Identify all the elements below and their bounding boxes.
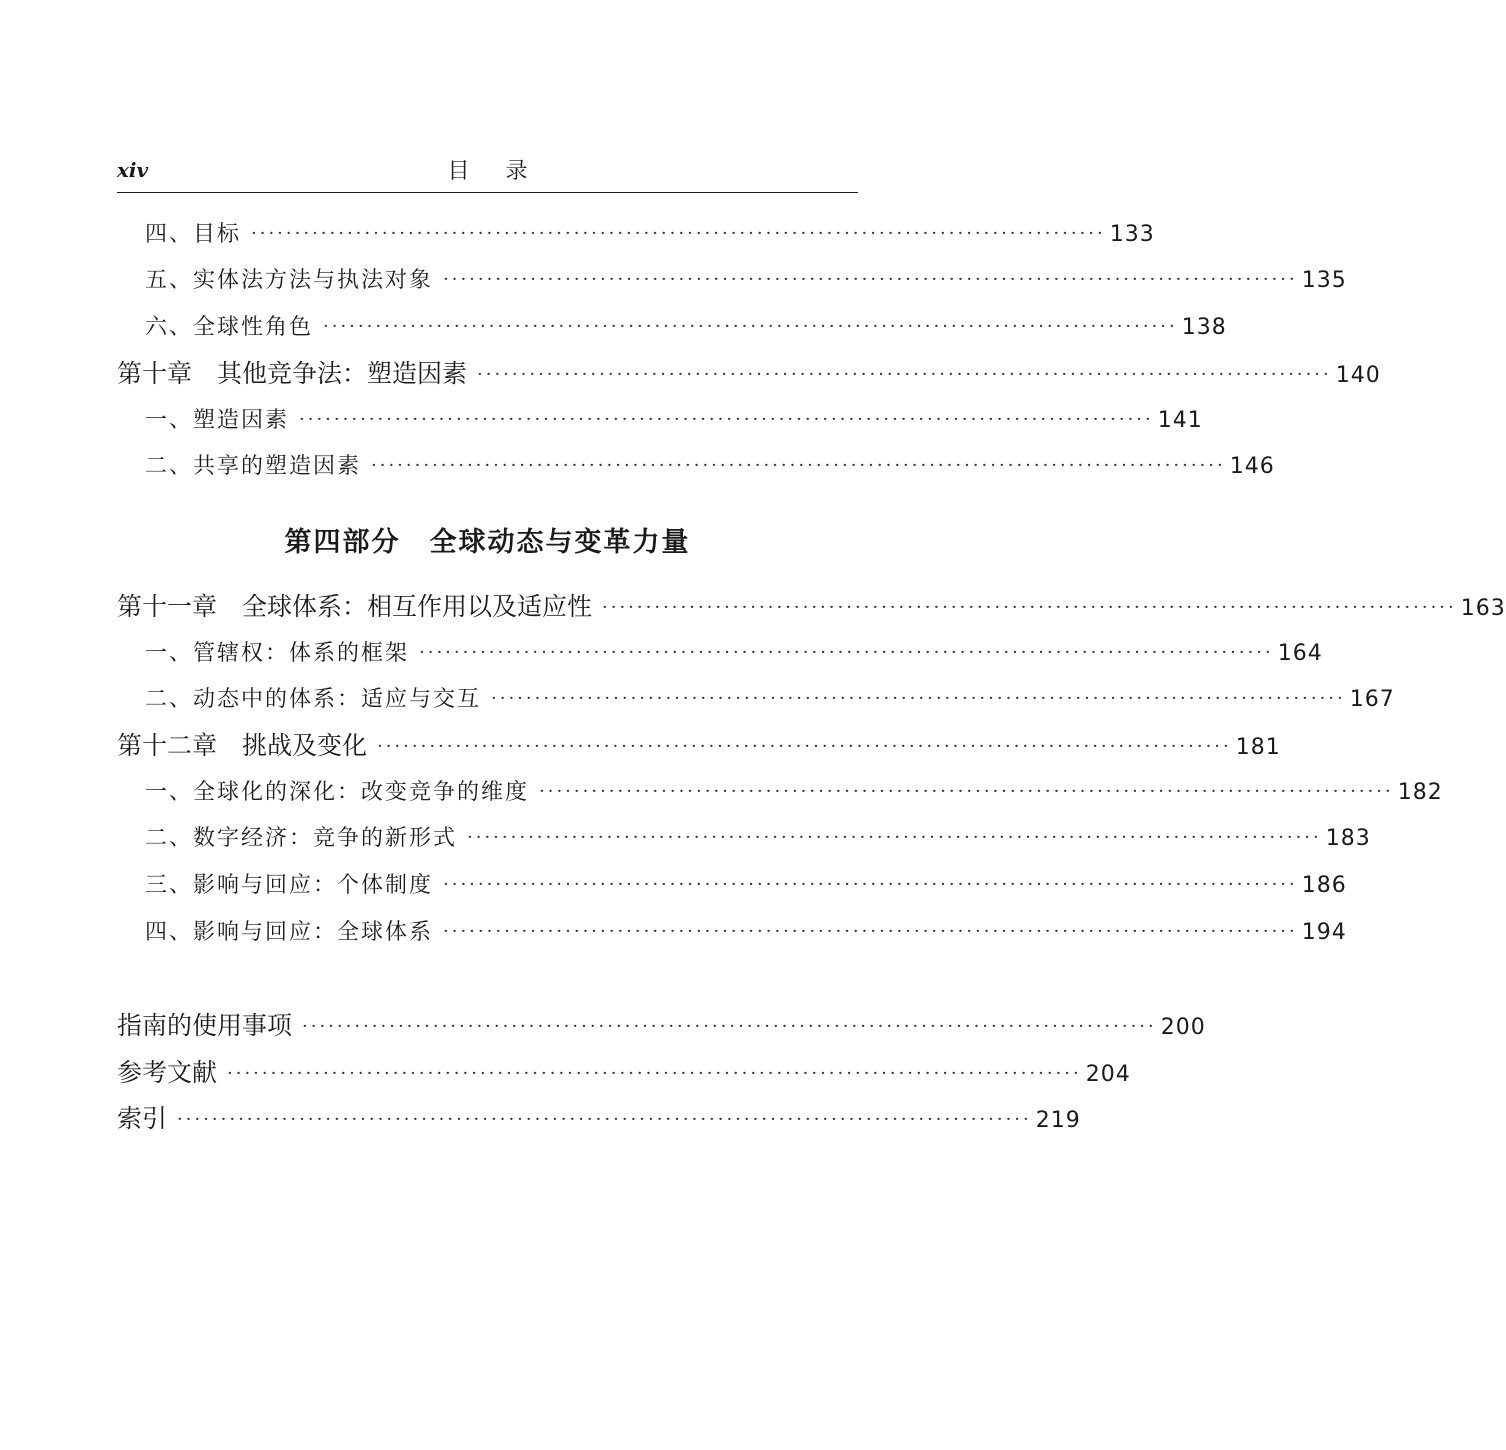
- dot-leader: ··································································································: [477, 364, 1332, 385]
- toc-entry-title: 参考文献: [117, 1058, 218, 1087]
- toc-entry-page: 138: [1181, 315, 1227, 340]
- dot-leader: ··································································································: [299, 409, 1154, 430]
- toc-entry-page: 181: [1235, 735, 1281, 760]
- toc-entry-title: 六、全球性角色: [145, 315, 314, 340]
- dot-leader: ··································································································: [251, 223, 1106, 244]
- toc-entry-backmatter: [117, 1102, 1081, 1136]
- toc-entry-title: 二、动态中的体系：适应与交互: [145, 687, 482, 712]
- toc-entry-chapter: [117, 590, 1506, 624]
- toc-entry-section: [145, 637, 1323, 671]
- toc-entry-backmatter: [117, 1056, 1131, 1090]
- toc-entry-page: 182: [1397, 780, 1443, 805]
- toc-entry-title: 四、影响与回应：全球体系: [145, 920, 434, 945]
- toc-entry-page: 141: [1157, 408, 1203, 433]
- toc-entry-title: 二、数字经济：竞争的新形式: [145, 826, 458, 851]
- dot-leader: ··································································································: [443, 921, 1298, 942]
- running-title: 目录: [447, 159, 564, 184]
- toc-entry-page: 163: [1460, 596, 1506, 621]
- toc-entry-title: 二、共享的塑造因素: [145, 454, 362, 479]
- toc-entry-section: [145, 450, 1275, 484]
- toc-entry-title: 四、目标: [145, 222, 242, 247]
- toc-entry-title: 第十二章 挑战及变化: [117, 731, 368, 760]
- toc-entry-section: [145, 776, 1443, 810]
- toc-entry-section: [145, 916, 1347, 950]
- dot-leader: ··································································································: [302, 1016, 1157, 1037]
- toc-entry-section: [145, 683, 1395, 717]
- toc-entry-page: 194: [1301, 920, 1347, 945]
- toc-entry-chapter: [117, 357, 1381, 391]
- dot-leader: ··································································································: [419, 642, 1274, 663]
- dot-leader: ··································································································: [177, 1109, 1032, 1130]
- toc-entry-page: 183: [1325, 826, 1371, 851]
- dot-leader: ··································································································: [443, 874, 1298, 895]
- toc-entry-title: 第十一章 全球体系：相互作用以及适应性: [117, 592, 593, 621]
- toc-entry-title: 第十章 其他竞争法：塑造因素: [117, 359, 468, 388]
- part-title: 第四部分 全球动态与变革力量: [284, 527, 691, 558]
- dot-leader: ··································································································: [602, 597, 1457, 618]
- toc-entry-section: [145, 869, 1347, 903]
- toc-entry-page: 204: [1085, 1062, 1131, 1087]
- toc-entry-page: 133: [1109, 222, 1155, 247]
- dot-leader: ··································································································: [323, 316, 1178, 337]
- toc-entry-title: 三、影响与回应：个体制度: [145, 873, 434, 898]
- toc-entry-title: 一、全球化的深化：改变竞争的维度: [145, 780, 530, 805]
- dot-leader: ··································································································: [377, 736, 1232, 757]
- toc-entry-section: [145, 311, 1227, 345]
- toc-entry-page: 164: [1277, 641, 1323, 666]
- toc-entry-title: 一、管辖权：体系的框架: [145, 641, 410, 666]
- toc-entry-page: 146: [1229, 454, 1275, 479]
- toc-entry-page: 135: [1301, 268, 1347, 293]
- toc-entry-page: 140: [1335, 363, 1381, 388]
- toc-entry-section: [145, 264, 1347, 298]
- toc-entry-page: 167: [1349, 687, 1395, 712]
- dot-leader: ··································································································: [491, 688, 1346, 709]
- dot-leader: ··································································································: [443, 269, 1298, 290]
- toc-entry-section: [145, 404, 1203, 438]
- toc-entry-title: 索引: [117, 1104, 168, 1133]
- page-number: xiv: [117, 158, 149, 182]
- toc-entry-title: 一、塑造因素: [145, 408, 290, 433]
- dot-leader: ··································································································: [227, 1063, 1082, 1084]
- toc-entry-backmatter: [117, 1009, 1206, 1043]
- dot-leader: ··································································································: [539, 781, 1394, 802]
- toc-entry-chapter: [117, 729, 1281, 763]
- toc-entry-title: 五、实体法方法与执法对象: [145, 268, 434, 293]
- toc-entry-page: 200: [1160, 1015, 1206, 1040]
- toc-entry-section: [145, 218, 1155, 252]
- page-header: [117, 150, 858, 193]
- dot-leader: ··································································································: [467, 827, 1322, 848]
- toc-entry-title: 指南的使用事项: [117, 1011, 293, 1040]
- toc-entry-page: 186: [1301, 873, 1347, 898]
- toc-entry-section: [145, 822, 1371, 856]
- dot-leader: ··································································································: [371, 455, 1226, 476]
- toc-entry-page: 219: [1035, 1108, 1081, 1133]
